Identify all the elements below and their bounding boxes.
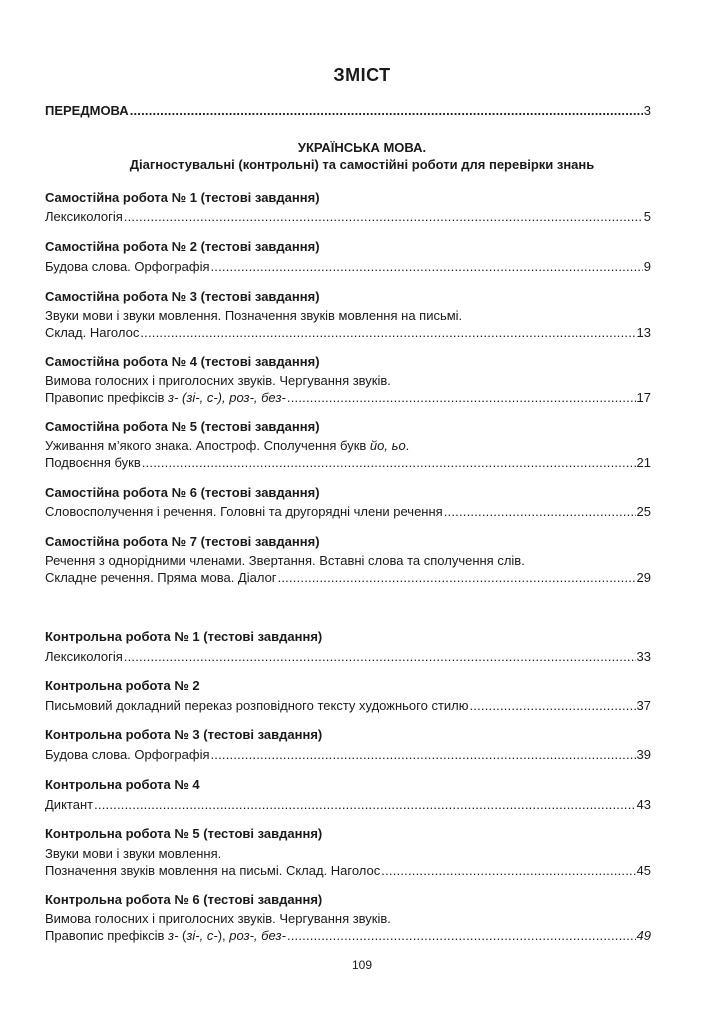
toc-heading: Самостійна робота № 5 (тестові завдання) — [45, 419, 320, 434]
toc-page-number: 49 — [636, 928, 651, 943]
toc-entry[interactable] — [45, 697, 651, 714]
toc-page-number: 37 — [636, 698, 651, 713]
toc-entry-label: Правопис префіксів з- (зі-, с-), роз-, без- — [45, 390, 286, 405]
toc-page-number: 29 — [636, 570, 651, 585]
toc-entry[interactable] — [45, 569, 651, 586]
toc-page-number: 25 — [636, 504, 651, 519]
toc-entry-label: Будова слова. Орфографія — [45, 259, 210, 274]
toc-heading: Самостійна робота № 6 (тестові завдання) — [45, 485, 320, 500]
toc-entry-label: Лексикологія — [45, 649, 123, 664]
leader-dots — [287, 927, 636, 944]
toc-page-number: 39 — [636, 747, 651, 762]
toc-description: Звуки мови і звуки мовлення. — [45, 846, 222, 861]
leader-dots — [211, 746, 636, 763]
toc-entry[interactable] — [45, 796, 651, 813]
toc-heading: Самостійна робота № 4 (тестові завдання) — [45, 354, 320, 369]
toc-entry-preface[interactable] — [45, 102, 651, 119]
leader-dots — [287, 389, 636, 406]
toc-description: Речення з однорідними членами. Звертання. Вставні слова та сполучення слів. — [45, 553, 525, 568]
toc-heading: Контрольна робота № 2 — [45, 678, 200, 693]
toc-entry-label: Письмовий докладний переказ розповідного тексту художнього стилю — [45, 698, 469, 713]
toc-entry-label: Склад. Наголос — [45, 325, 140, 340]
leader-dots — [381, 862, 635, 879]
toc-entry[interactable] — [45, 862, 651, 879]
toc-page-number: 21 — [636, 455, 651, 470]
toc-entry-label: Подвоєння букв — [45, 455, 141, 470]
leader-dots — [444, 503, 636, 520]
toc-heading: Контрольна робота № 4 — [45, 777, 200, 792]
toc-entry-label: Правопис префіксів з- (зі-, с-), роз-, без- — [45, 928, 286, 943]
toc-description: Вимова голосних і приголосних звуків. Чергування звуків. — [45, 373, 391, 388]
toc-description: Звуки мови і звуки мовлення. Позначення звуків мовлення на письмі. — [45, 308, 463, 323]
toc-entry-label: Словосполучення і речення. Головні та другорядні члени речення — [45, 504, 443, 519]
toc-entry[interactable] — [45, 927, 651, 944]
toc-heading: Контрольна робота № 3 (тестові завдання) — [45, 727, 323, 742]
leader-dots — [211, 258, 643, 275]
leader-dots — [142, 454, 636, 471]
toc-page-number: 45 — [636, 863, 651, 878]
leader-dots — [470, 697, 636, 714]
toc-heading: Контрольна робота № 1 (тестові завдання) — [45, 629, 323, 644]
toc-entry[interactable] — [45, 503, 651, 520]
toc-heading: Самостійна робота № 1 (тестові завдання) — [45, 190, 320, 205]
toc-page-number: 5 — [643, 209, 651, 224]
toc-entry-label: Будова слова. Орфографія — [45, 747, 210, 762]
leader-dots — [140, 324, 635, 341]
leader-dots — [130, 102, 643, 119]
toc-description: Вимова голосних і приголосних звуків. Чергування звуків. — [45, 911, 391, 926]
toc-page-number: 13 — [636, 325, 651, 340]
toc-description: Уживання м’якого знака. Апостроф. Сполучення букв йо, ьо. — [45, 438, 410, 453]
leader-dots — [94, 796, 635, 813]
leader-dots — [124, 208, 643, 225]
toc-page-number: 9 — [643, 259, 651, 274]
toc-page-number: 33 — [636, 649, 651, 664]
toc-entry[interactable] — [45, 258, 651, 275]
toc-entry[interactable] — [45, 208, 651, 225]
toc-entry-label: Диктант — [45, 797, 94, 812]
toc-entry[interactable] — [45, 648, 651, 665]
toc-entry-label: Складне речення. Пряма мова. Діалог — [45, 570, 277, 585]
toc-entry-label: ПЕРЕДМОВА — [45, 103, 129, 118]
page-title: ЗМІСТ — [333, 65, 391, 85]
toc-entry[interactable] — [45, 454, 651, 471]
toc-heading: Контрольна робота № 5 (тестові завдання) — [45, 826, 323, 841]
section-title: УКРАЇНСЬКА МОВА. — [297, 140, 427, 155]
toc-page-number: 3 — [643, 103, 651, 118]
toc-heading: Самостійна робота № 3 (тестові завдання) — [45, 289, 320, 304]
page-number: 109 — [351, 958, 373, 972]
toc-heading: Самостійна робота № 7 (тестові завдання) — [45, 534, 320, 549]
section-subtitle: Діагностувальні (контрольні) та самостійні роботи для перевірки знань — [129, 157, 595, 172]
toc-entry[interactable] — [45, 324, 651, 341]
leader-dots — [278, 569, 636, 586]
toc-page-number: 43 — [636, 797, 651, 812]
toc-heading: Самостійна робота № 2 (тестові завдання) — [45, 239, 320, 254]
toc-page-number: 17 — [636, 390, 651, 405]
toc-entry[interactable] — [45, 746, 651, 763]
leader-dots — [124, 648, 636, 665]
toc-entry[interactable] — [45, 389, 651, 406]
toc-heading: Контрольна робота № 6 (тестові завдання) — [45, 892, 323, 907]
toc-entry-label: Лексикологія — [45, 209, 123, 224]
toc-entry-label: Позначення звуків мовлення на письмі. Склад. Наголос — [45, 863, 381, 878]
